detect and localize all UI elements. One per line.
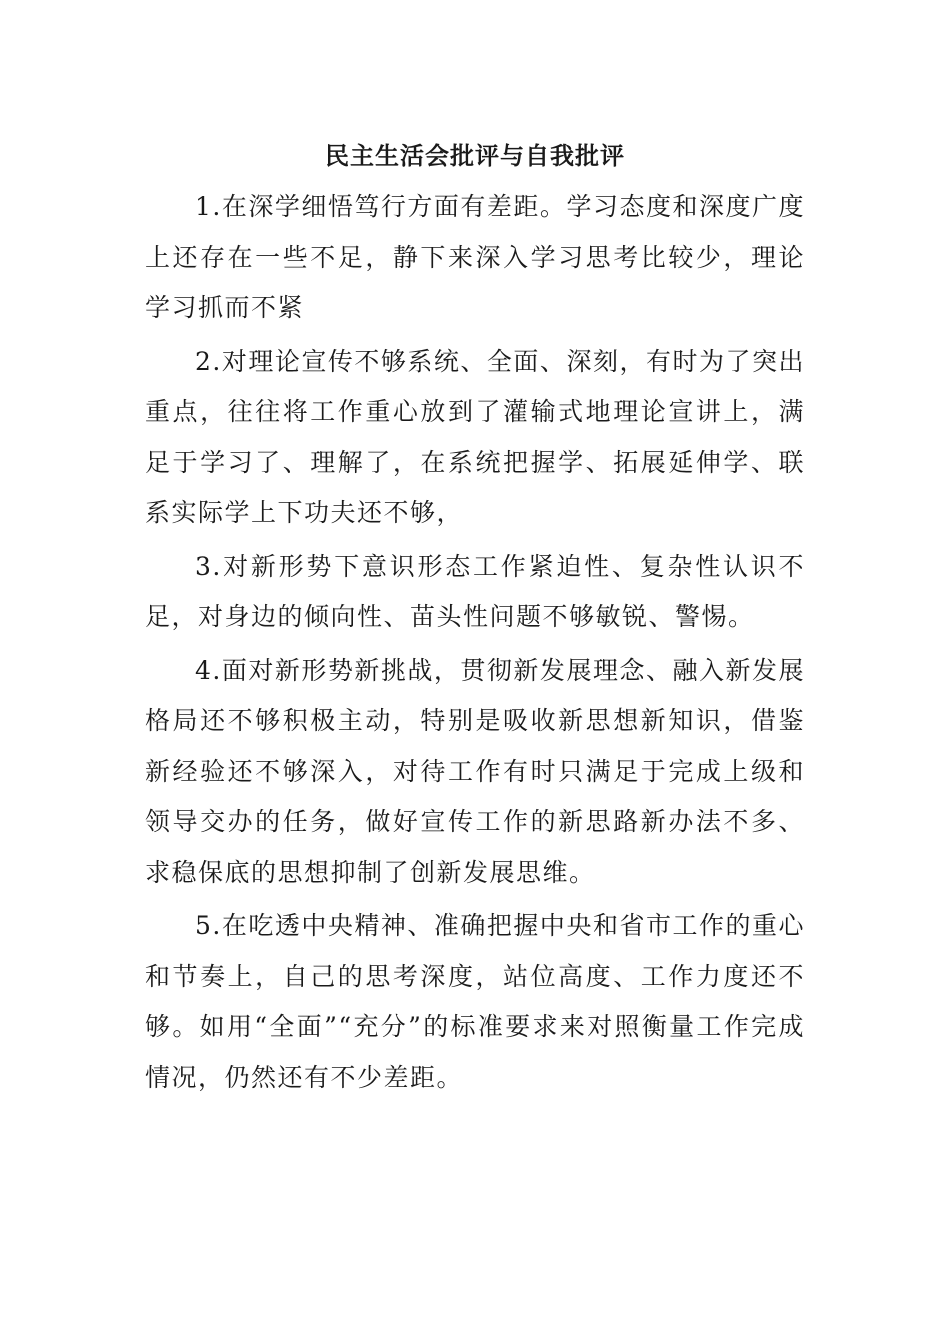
- document-body: [145, 182, 805, 1106]
- document-title: 民主生活会批评与自我批评: [325, 141, 625, 170]
- paragraph-2: 2.对理论宣传不够系统、全面、深刻，有时为了突出重点，往往将工作重心放到了灌输式地理论宣讲上，满足于学习了、理解了，在系统把握学、拓展延伸学、联系实际学上下功夫还不够，: [145, 346, 805, 527]
- paragraph-1: 1.在深学细悟笃行方面有差距。学习态度和深度广度上还存在一些不足，静下来深入学习思考比较少，理论学习抓而不紧: [145, 192, 805, 322]
- paragraph-5: 5.在吃透中央精神、准确把握中央和省市工作的重心和节奏上，自己的思考深度，站位高度、工作力度还不够。如用“全面”“充分”的标准要求来对照衡量工作完成情况，仍然还有不少差距。: [145, 911, 805, 1092]
- paragraph-3: 3.对新形势下意识形态工作紧迫性、复杂性认识不足，对身边的倾向性、苗头性问题不够敏锐、警惕。: [145, 551, 805, 631]
- paragraph-4: 4.面对新形势新挑战，贯彻新发展理念、融入新发展格局还不够积极主动，特别是吸收新思想新知识，借鉴新经验还不够深入，对待工作有时只满足于完成上级和领导交办的任务，做好宣传工作的新思路新办法不多、求稳保底的思想抑制了创新发展思维。: [145, 655, 805, 887]
